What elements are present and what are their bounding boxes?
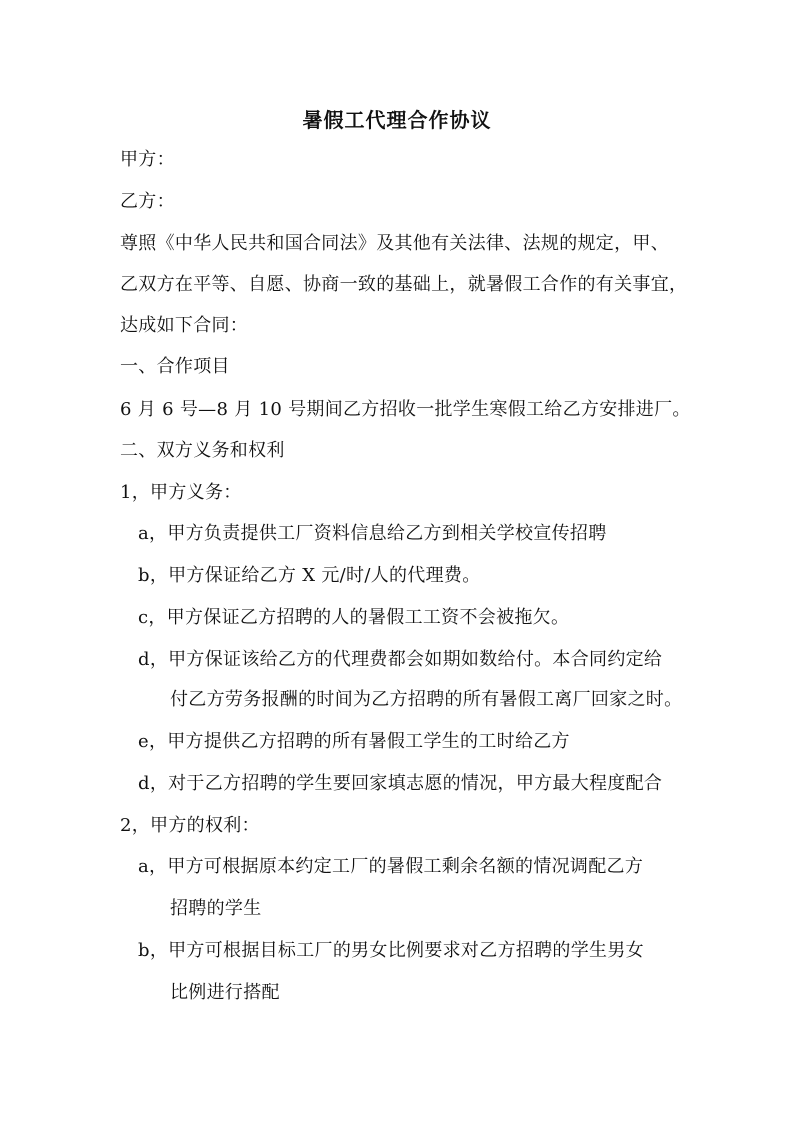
list-item-continuation: 付乙方劳务报酬的时间为乙方招聘的所有暑假工离厂回家之时。 [170,689,683,710]
subsection-heading: 2，甲方的权利： [120,815,260,836]
list-item: a，甲方负责提供工厂资料信息给乙方到相关学校宣传招聘 [138,523,607,544]
list-item-continuation: 招聘的学生 [170,898,262,919]
section-text: 6 月 6 号—8 月 10 号期间乙方招收一批学生寒假工给乙方安排进厂。 [120,399,691,420]
section-heading: 二、双方义务和权利 [120,440,285,461]
party-a-label: 甲方： [120,149,175,170]
party-b-label: 乙方： [120,191,175,212]
preamble-line: 尊照《中华人民共和国合同法》及其他有关法律、法规的规定，甲、 [120,233,669,254]
list-item: a，甲方可根据原本约定工厂的暑假工剩余名额的情况调配乙方 [138,856,644,877]
list-item: d，对于乙方招聘的学生要回家填志愿的情况，甲方最大程度配合 [138,773,663,794]
list-item: e，甲方提供乙方招聘的所有暑假工学生的工时给乙方 [138,731,570,752]
preamble-line: 达成如下合同： [120,315,249,336]
section-heading: 一、合作项目 [120,356,230,377]
preamble-line: 乙双方在平等、自愿、协商一致的基础上，就暑假工合作的有关事宜， [120,274,688,295]
subsection-heading: 1，甲方义务： [120,482,242,503]
list-item: d，甲方保证该给乙方的代理费都会如期如数给付。本合同约定给 [138,649,663,670]
list-item: b，甲方保证给乙方 X 元/时/人的代理费。 [138,565,481,586]
document-title: 暑假工代理合作协议 [302,108,492,132]
list-item: b，甲方可根据目标工厂的男女比例要求对乙方招聘的学生男女 [138,940,644,961]
list-item-continuation: 比例进行搭配 [170,982,280,1003]
list-item: c，甲方保证乙方招聘的人的暑假工工资不会被拖欠。 [138,607,570,628]
